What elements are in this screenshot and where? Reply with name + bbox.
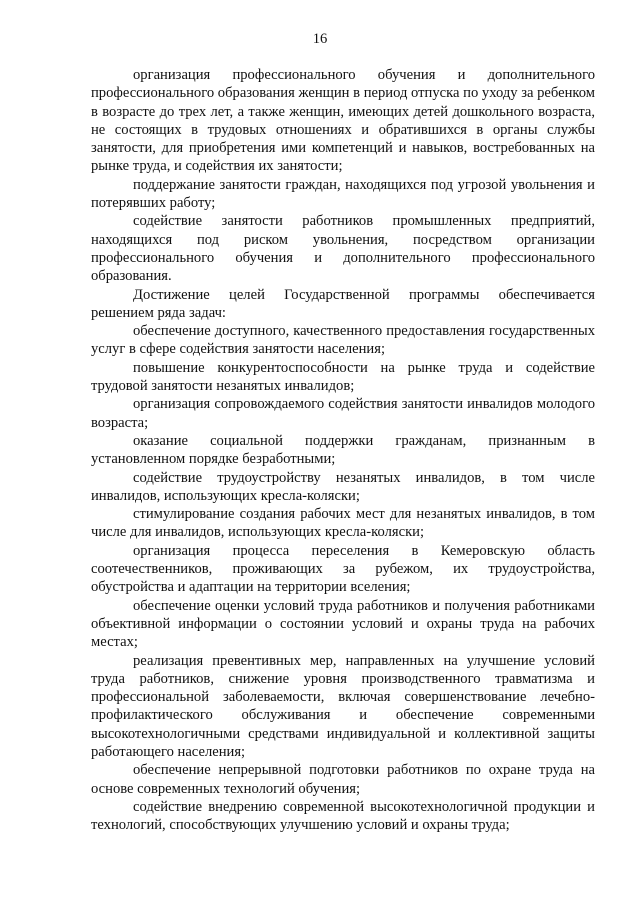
paragraph: поддержание занятости граждан, находящихся под угрозой увольнения и потерявших работу; (91, 176, 595, 212)
paragraph: реализация превентивных мер, направленных на улучшение условий труда работников, снижение уровня производственного травматизма и профессиональной заболеваемости, включая совершенствование лечебно-профилактического обслуживания и обеспечение современными высокотехнологичными средствами индивидуальной и коллективной защиты работающего населения; (91, 652, 595, 760)
paragraph: содействие трудоустройству незанятых инвалидов, в том числе инвалидов, использующих кресла-коляски; (91, 469, 595, 504)
paragraph: организация сопровождаемого содействия занятости инвалидов молодого возраста; (91, 396, 595, 431)
paragraph: организация процесса переселения в Кемеровскую область соотечественников, проживающих за рубежом, их трудоустройства, обустройства и адаптации на территории вселения; (91, 542, 595, 596)
paragraph: повышение конкурентоспособности на рынке труда и содействие трудовой занятости незанятых инвалидов; (91, 359, 595, 395)
paragraph: обеспечение непрерывной подготовки работников по охране труда на основе современных технологий обучения; (91, 762, 595, 797)
paragraph: содействие занятости работников промышленных предприятий, находящихся под риском увольнения, посредством организации профессионального обучения и дополнительного профессионального образования. (91, 213, 595, 285)
document-body (91, 66, 595, 834)
paragraph: Достижение целей Государственной программы обеспечивается решением ряда задач: (91, 286, 595, 321)
paragraph: оказание социальной поддержки гражданам, признанным в установленном порядке безработными; (91, 432, 595, 468)
page-number: 16 (312, 31, 328, 47)
paragraph: содействие внедрению современной высокотехнологичной продукции и технологий, способствующих улучшению условий и охраны труда; (91, 798, 595, 834)
paragraph: организация профессионального обучения и дополнительного профессионального образования женщин в период отпуска по уходу за ребенком в возрасте до трех лет, а также женщин, имеющих детей дошкольного возраста, не состоящих в трудовых отношениях и обратившихся в органы службы занятости, для приобретения ими компетенций и навыков, востребованных на рынке труда, и содействия их занятости; (91, 67, 595, 175)
paragraph: стимулирование создания рабочих мест для незанятых инвалидов, в том числе для инвалидов, использующих кресла-коляски; (91, 506, 595, 541)
paragraph: обеспечение доступного, качественного предоставления государственных услуг в сфере содействия занятости населения; (91, 323, 595, 358)
paragraph: обеспечение оценки условий труда работников и получения работниками объективной информации о состоянии условий и охраны труда на рабочих местах; (91, 597, 595, 651)
